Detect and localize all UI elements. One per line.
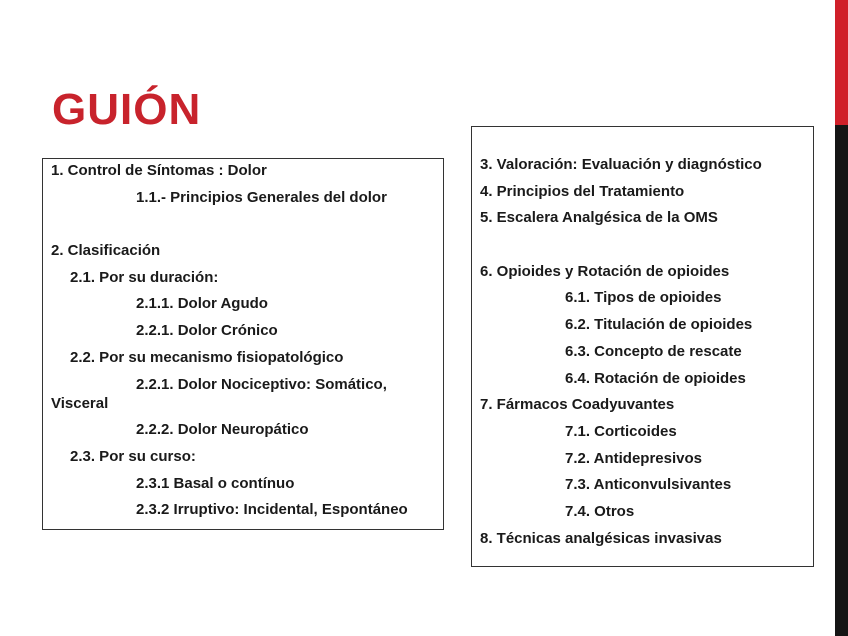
outline-item: 2.2.1. Dolor Crónico <box>136 322 278 340</box>
outline-box-left <box>42 158 444 530</box>
outline-item: 4. Principios del Tratamiento <box>480 182 685 200</box>
outline-item: 2.1. Por su duración: <box>70 268 219 286</box>
outline-item: 8. Técnicas analgésicas invasivas <box>480 529 722 547</box>
slide-title: GUIÓN <box>52 85 202 134</box>
outline-item: 7. Fármacos Coadyuvantes <box>480 396 675 414</box>
outline-item: 6.3. Concepto de rescate <box>565 342 742 360</box>
outline-item: 2.3.1 Basal o contínuo <box>136 474 295 492</box>
outline-item: 7.4. Otros <box>565 502 635 520</box>
outline-item: 6.4. Rotación de opioides <box>565 369 746 387</box>
outline-item: 5. Escalera Analgésica de la OMS <box>480 209 718 227</box>
accent-bar-red <box>835 0 848 125</box>
outline-item: 2.3.2 Irruptivo: Incidental, Espontáneo <box>136 501 408 519</box>
outline-item: 7.1. Corticoides <box>565 422 677 440</box>
spacer <box>480 232 805 259</box>
outline-item: 2.2.2. Dolor Neuropático <box>136 421 309 439</box>
outline-item: 2. Clasificación <box>51 242 161 260</box>
accent-bar-black <box>835 125 848 636</box>
outline-item: 1. Control de Síntomas : Dolor <box>51 162 267 179</box>
outline-item: 2.3. Por su curso: <box>70 447 196 465</box>
outline-item: 3. Valoración: Evaluación y diagnóstico <box>480 156 762 173</box>
outline-item: 7.2. Antidepresivos <box>565 449 702 467</box>
outline-item: 1.1.- Principios Generales del dolor <box>136 188 387 206</box>
outline-item: 2.2. Por su mecanismo fisiopatológico <box>70 348 344 366</box>
outline-item: 2.2.1. Dolor Nociceptivo: Somático, <box>136 375 387 393</box>
outline-box-right <box>471 126 814 567</box>
outline-item: 6. Opioides y Rotación de opioides <box>480 262 730 280</box>
outline-item: 7.3. Anticonvulsivantes <box>565 476 732 494</box>
outline-item: 6.2. Titulación de opioides <box>565 316 753 334</box>
outline-item-continuation: Visceral <box>51 394 109 412</box>
outline-item: 6.1. Tipos de opioides <box>565 289 722 307</box>
outline-item: 2.1.1. Dolor Agudo <box>136 295 268 313</box>
spacer <box>51 211 435 238</box>
